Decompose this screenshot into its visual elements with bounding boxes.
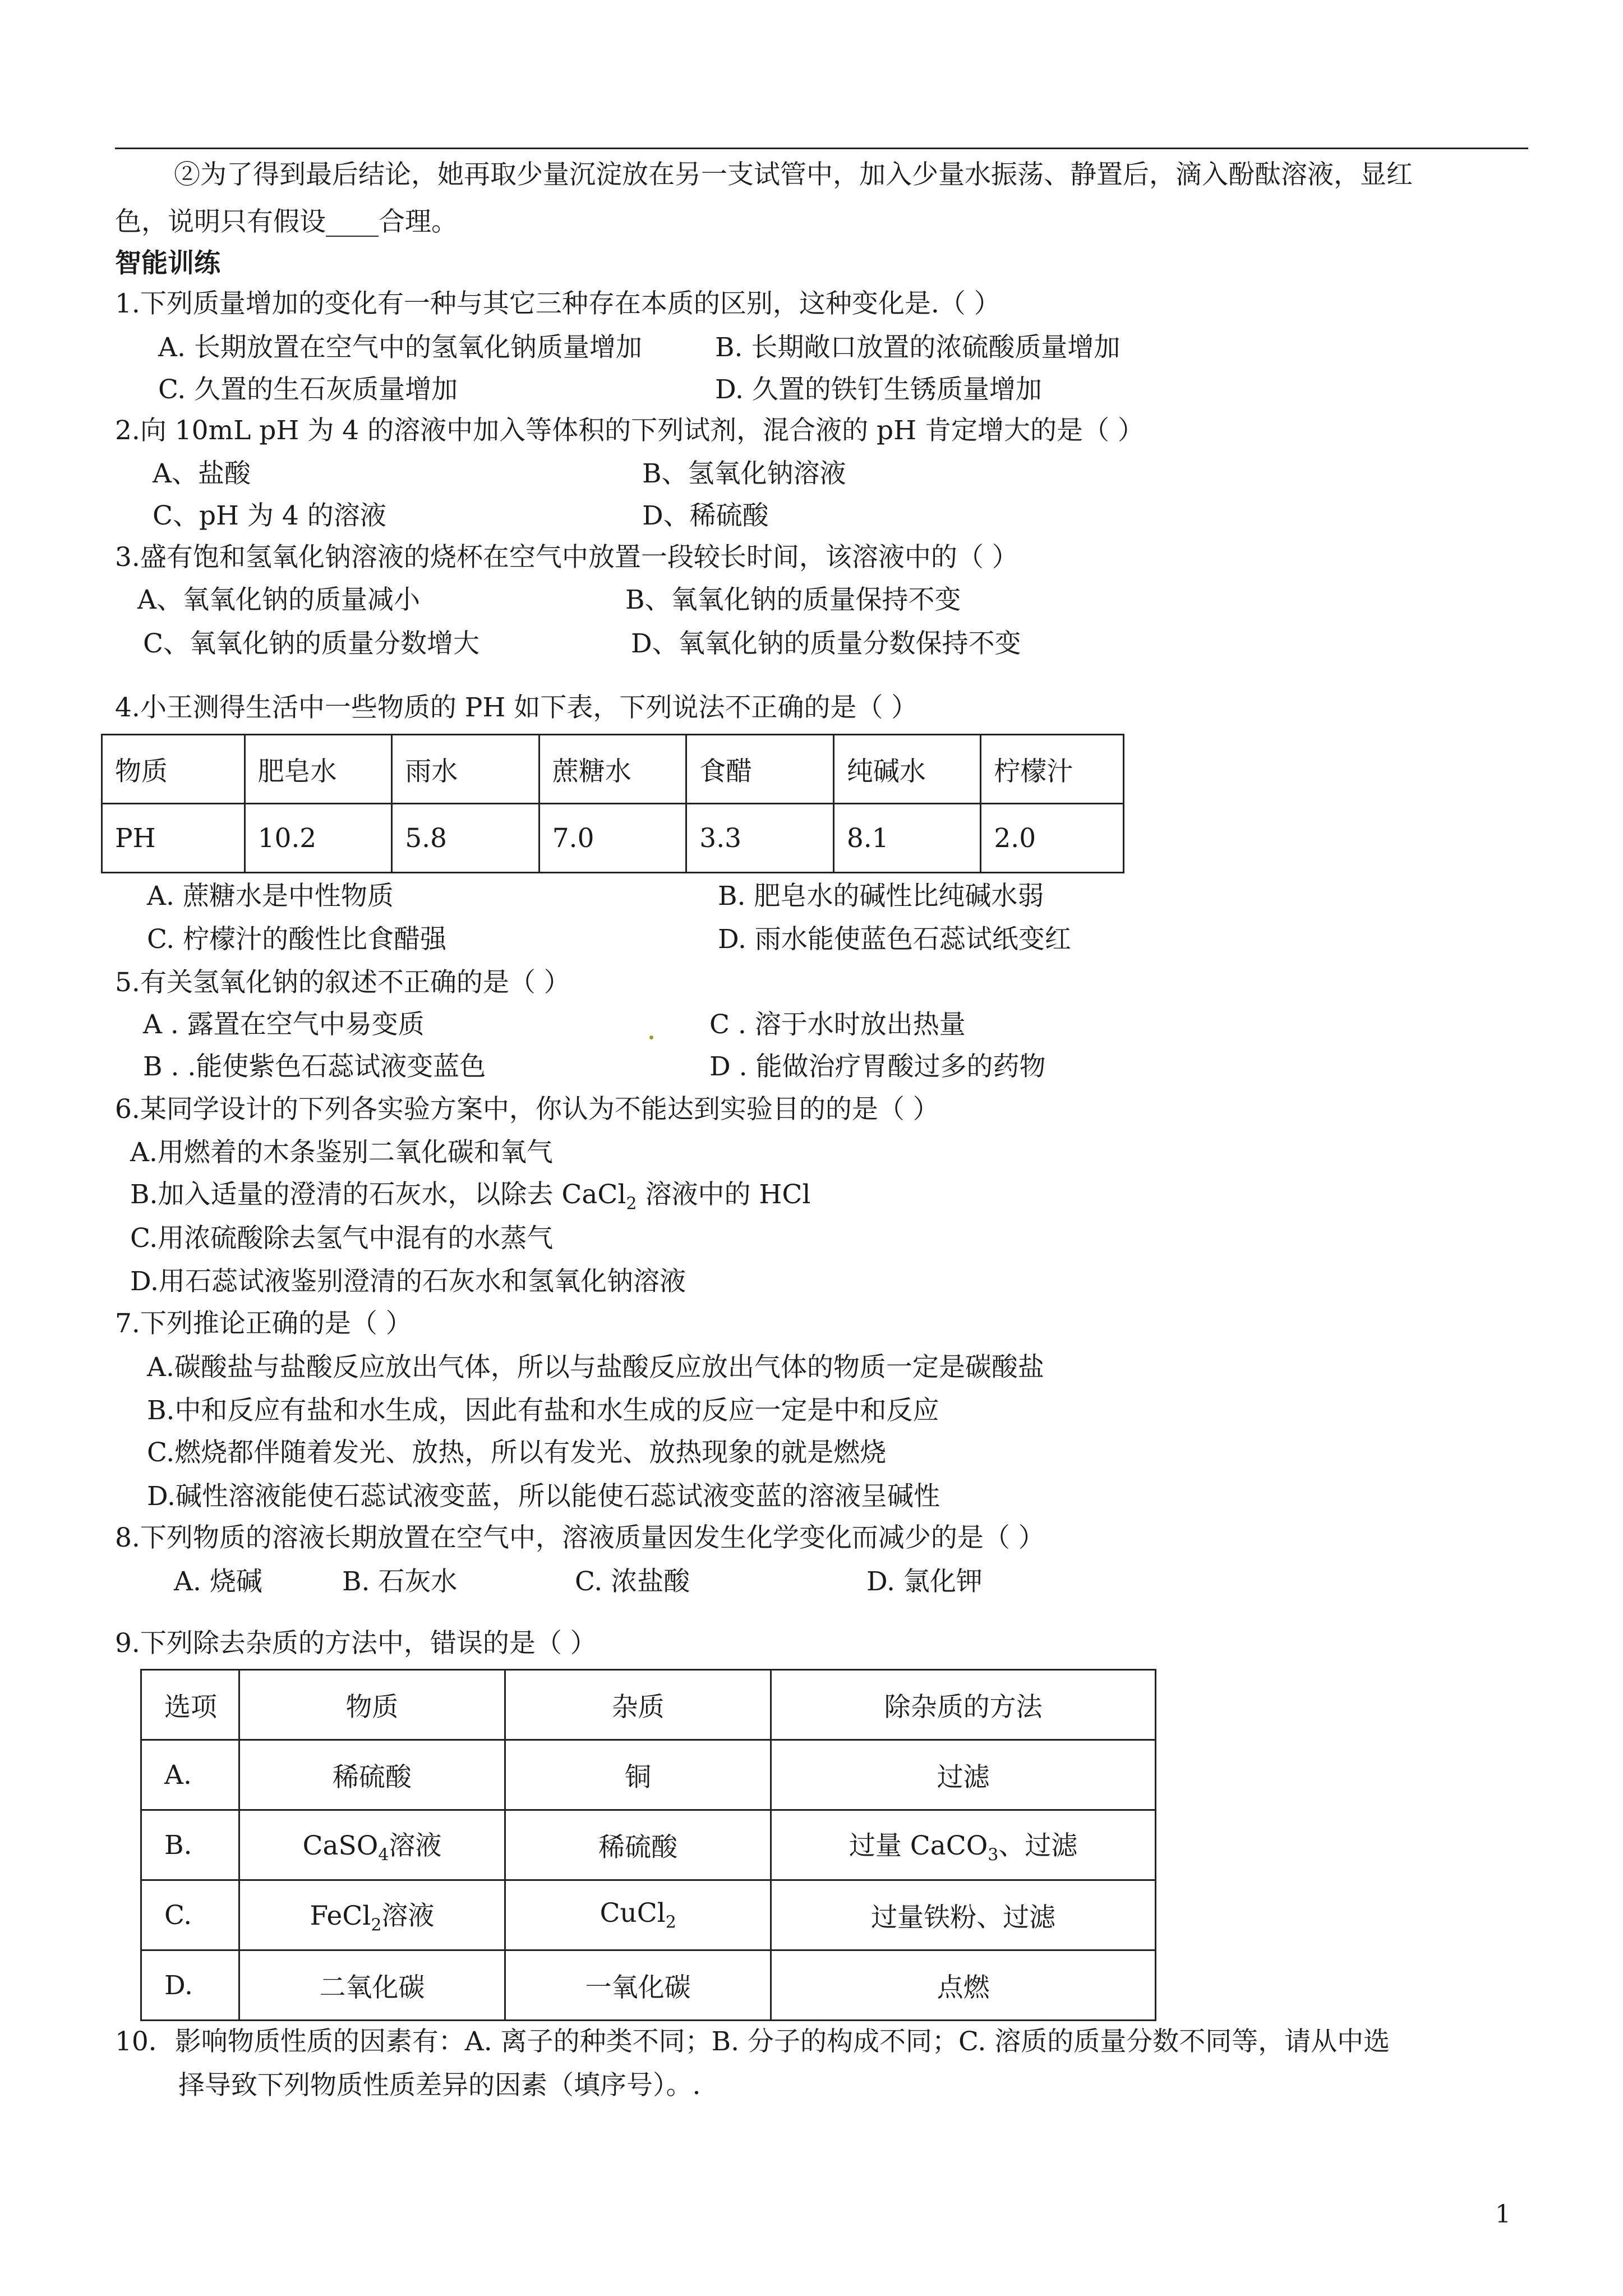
- table-cell: 稀硫酸: [505, 1810, 771, 1880]
- table-cell: 3.3: [686, 804, 834, 873]
- q2-option-c: C、pH 为 4 的溶液: [153, 500, 386, 531]
- q3-option-b: B、氧氧化钠的质量保持不变: [625, 585, 961, 615]
- table-cell: PH: [102, 804, 245, 873]
- subscript: 3: [988, 1845, 999, 1865]
- header-rule: [115, 148, 1528, 149]
- table-cell: 2.0: [981, 804, 1124, 873]
- subscript: 4: [378, 1845, 389, 1865]
- q7-option-c: C.燃烧都伴随着发光、放热，所以有发光、放热现象的就是燃烧: [147, 1437, 887, 1468]
- table-cell: 过滤: [771, 1740, 1156, 1810]
- table-cell: 纯碱水: [833, 735, 981, 804]
- q5-option-a: A . 露置在空气中易变质: [143, 1009, 425, 1040]
- q1-option-a: A. 长期放置在空气中的氢氧化钠质量增加: [158, 332, 642, 363]
- table-header-cell: 物质: [239, 1670, 505, 1740]
- ph-table-row: [102, 804, 1124, 873]
- table-header-cell: 除杂质的方法: [771, 1670, 1156, 1740]
- subscript: 2: [371, 1915, 382, 1935]
- table-cell: A.: [141, 1740, 239, 1810]
- table-cell: 蔗糖水: [539, 735, 686, 804]
- q2-stem: 2.向 10mL pH 为 4 的溶液中加入等体积的下列试剂，混合液的 pH 肯定增大的是（ ）: [115, 415, 1144, 446]
- table-cell: [771, 1810, 1156, 1880]
- q7-option-a: A.碳酸盐与盐酸反应放出气体，所以与盐酸反应放出气体的物质一定是碳酸盐: [147, 1352, 1044, 1383]
- page-number: 1: [1495, 2200, 1511, 2229]
- q4-option-b: B. 肥皂水的碱性比纯碱水弱: [718, 881, 1044, 912]
- table-cell: 点燃: [771, 1950, 1156, 2021]
- q2-option-d: D、稀硫酸: [642, 500, 769, 531]
- q9-stem: 9.下列除去杂质的方法中，错误的是（ ）: [115, 1628, 597, 1659]
- q4-option-c: C. 柠檬汁的酸性比食醋强: [147, 924, 447, 955]
- table-cell: D.: [141, 1950, 239, 2021]
- table-cell: [239, 1810, 505, 1880]
- stray-dot: [649, 1036, 653, 1039]
- formula-text: CaSO: [302, 1830, 379, 1862]
- table-cell: 食醋: [686, 735, 834, 804]
- formula-text: 溶液: [389, 1830, 442, 1862]
- table-header-cell: 选项: [141, 1670, 239, 1740]
- subscript: 2: [626, 1194, 637, 1214]
- q2-option-a: A、盐酸: [153, 458, 251, 489]
- intro-line-2: 色，说明只有假设____合理。: [115, 206, 458, 237]
- table-row: [141, 1670, 1156, 1740]
- q8-option-d: D. 氯化钾: [866, 1566, 983, 1597]
- q5-option-b: B . .能使紫色石蕊试液变蓝色: [143, 1051, 486, 1082]
- table-row: [141, 1950, 1156, 2021]
- table-row: [141, 1810, 1156, 1880]
- table-cell: 铜: [505, 1740, 771, 1810]
- q1-option-b: B. 长期敞口放置的浓硫酸质量增加: [715, 332, 1121, 363]
- q1-stem: 1.下列质量增加的变化有一种与其它三种存在本质的区别，这种变化是.（ ）: [115, 288, 1000, 319]
- q6-stem: 6.某同学设计的下列各实验方案中，你认为不能达到实验目的的是（ ）: [115, 1094, 939, 1125]
- table-cell: [505, 1880, 771, 1950]
- table-cell: 7.0: [539, 804, 686, 873]
- q5-option-c: C . 溶于水时放出热量: [709, 1009, 966, 1040]
- table-cell: 一氧化碳: [505, 1950, 771, 2021]
- table-cell: [239, 1880, 505, 1950]
- q5-option-d: D . 能做治疗胃酸过多的药物: [709, 1051, 1046, 1082]
- q6-option-c: C.用浓硫酸除去氢气中混有的水蒸气: [130, 1223, 554, 1254]
- q3-stem: 3.盛有饱和氢氧化钠溶液的烧杯在空气中放置一段较长时间，该溶液中的（ ）: [115, 542, 1018, 573]
- formula-text: 、过滤: [998, 1830, 1078, 1862]
- ph-table-row: [102, 735, 1124, 804]
- q4-stem: 4.小王测得生活中一些物质的 PH 如下表，下列说法不正确的是（ ）: [115, 692, 918, 723]
- table-cell: 10.2: [245, 804, 392, 873]
- q6-option-d: D.用石蕊试液鉴别澄清的石灰水和氢氧化钠溶液: [130, 1266, 686, 1297]
- table-cell: 8.1: [833, 804, 981, 873]
- table-cell: 二氧化碳: [239, 1950, 505, 2021]
- table-cell: 肥皂水: [245, 735, 392, 804]
- q8-option-c: C. 浓盐酸: [575, 1566, 690, 1597]
- q7-option-b: B.中和反应有盐和水生成，因此有盐和水生成的反应一定是中和反应: [147, 1395, 939, 1426]
- q7-stem: 7.下列推论正确的是（ ）: [115, 1308, 412, 1339]
- formula-text: 溶液: [381, 1901, 435, 1932]
- q3-option-a: A、氧氧化钠的质量减小: [137, 585, 420, 615]
- table-cell: B.: [141, 1810, 239, 1880]
- q4-option-d: D. 雨水能使蓝色石蕊试纸变红: [718, 924, 1071, 955]
- table-row: [141, 1740, 1156, 1810]
- table-cell: 柠檬汁: [981, 735, 1124, 804]
- q10-line-1: 10．影响物质性质的因素有：A. 离子的种类不同；B. 分子的构成不同；C. 溶质的质量分数不同等，请从中选: [115, 2026, 1390, 2057]
- table-row: [141, 1880, 1156, 1950]
- q7-option-d: D.碱性溶液能使石蕊试液变蓝，所以能使石蕊试液变蓝的溶液呈碱性: [147, 1481, 940, 1512]
- q6-option-b: [130, 1178, 810, 1221]
- q4-option-a: A. 蔗糖水是中性物质: [147, 881, 394, 912]
- q6-option-b-text-2: 溶液中的 HCl: [637, 1179, 811, 1210]
- q1-option-d: D. 久置的铁钉生锈质量增加: [715, 374, 1042, 405]
- table-cell: 5.8: [392, 804, 540, 873]
- q5-stem: 5.有关氢氧化钠的叙述不正确的是（ ）: [115, 967, 570, 998]
- intro-line-1: ②为了得到最后结论，她再取少量沉淀放在另一支试管中，加入少量水振荡、静置后，滴入酚酞溶液，显红: [174, 159, 1413, 190]
- formula-text: 过量 CaCO: [849, 1830, 988, 1862]
- ph-table: [101, 734, 1124, 873]
- q8-option-b: B. 石灰水: [342, 1566, 458, 1597]
- q10-line-2: 择导致下列物质性质差异的因素（填序号）。.: [178, 2070, 701, 2101]
- table-cell: 雨水: [392, 735, 540, 804]
- q8-option-a: A. 烧碱: [174, 1566, 262, 1597]
- q3-option-d: D、氧氧化钠的质量分数保持不变: [631, 628, 1021, 659]
- q6-option-a: A.用燃着的木条鉴别二氧化碳和氧气: [130, 1137, 553, 1168]
- q3-option-c: C、氧氧化钠的质量分数增大: [143, 628, 479, 659]
- q8-stem: 8.下列物质的溶液长期放置在空气中，溶液质量因发生化学变化而减少的是（ ）: [115, 1522, 1045, 1553]
- table-cell: C.: [141, 1880, 239, 1950]
- q2-option-b: B、氢氧化钠溶液: [642, 458, 846, 489]
- table-cell: 物质: [102, 735, 245, 804]
- section-title: 智能训练: [115, 248, 220, 279]
- table-header-cell: 杂质: [505, 1670, 771, 1740]
- formula-text: CuCl: [600, 1898, 666, 1929]
- table-cell: 过量铁粉、过滤: [771, 1880, 1156, 1950]
- formula-text: FeCl: [310, 1901, 371, 1932]
- subscript: 2: [665, 1912, 676, 1932]
- q1-option-c: C. 久置的生石灰质量增加: [158, 374, 458, 405]
- table-cell: 稀硫酸: [239, 1740, 505, 1810]
- q6-option-b-text: B.加入适量的澄清的石灰水，以除去 CaCl: [130, 1179, 626, 1210]
- impurity-table: [140, 1669, 1156, 2021]
